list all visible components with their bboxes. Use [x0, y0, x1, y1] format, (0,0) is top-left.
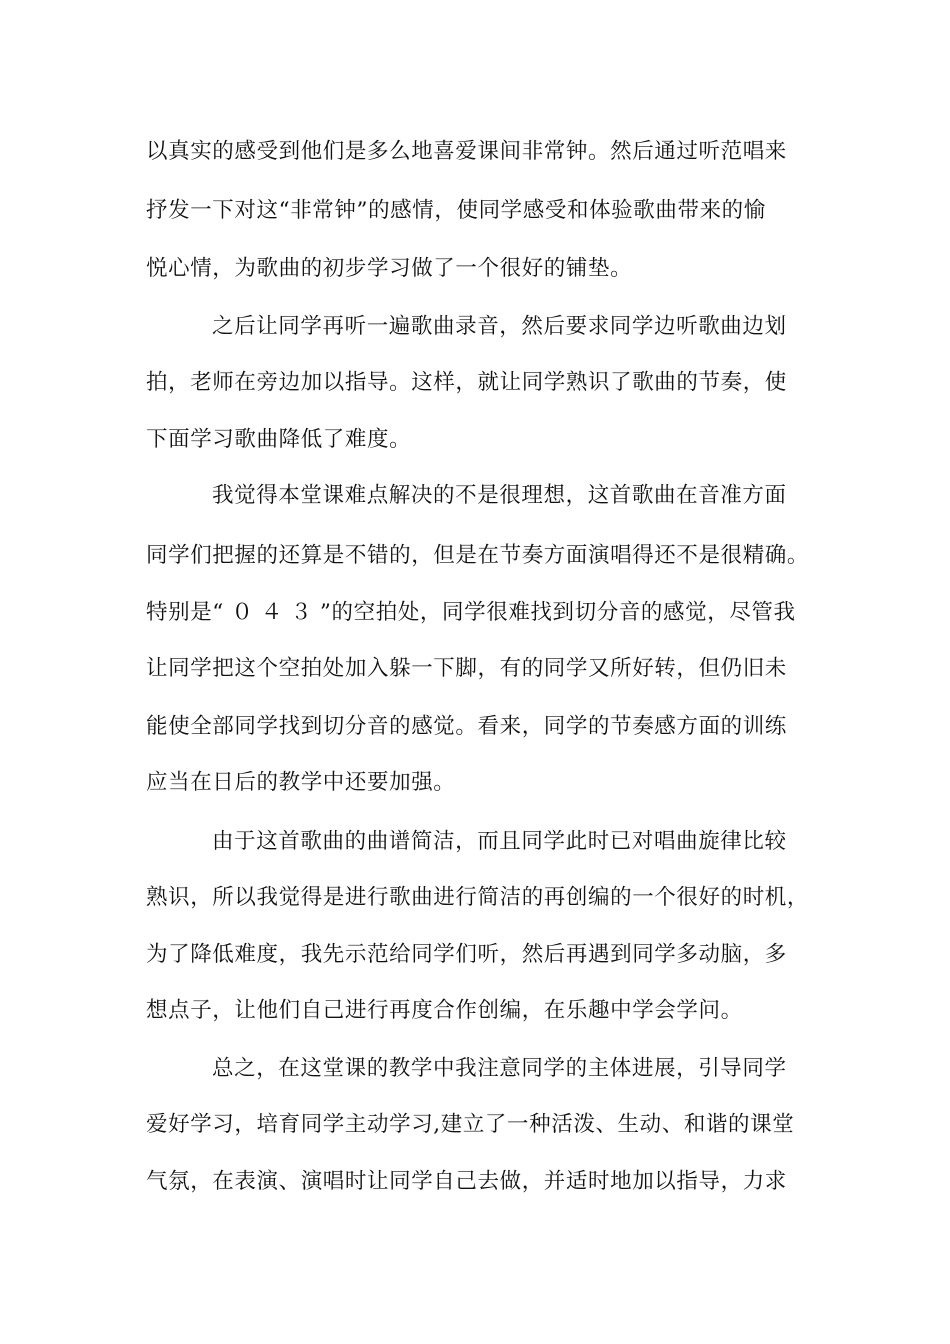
text-line: 为了降低难度，我先示范给同学们听，然后再遇到同学多动脑，多 — [146, 942, 787, 967]
text-line: 以真实的感受到他们是多么地喜爱课间非常钟。然后通过听范唱来 — [146, 139, 787, 164]
text-line: 想点子，让他们自己进行再度合作创编，在乐趣中学会学问。 — [146, 998, 743, 1023]
text-line: 由于这首歌曲的曲谱简洁，而且同学此时已对唱曲旋律比较 — [212, 829, 787, 854]
text-line: 同学们把握的还算是不错的，但是在节奏方面演唱得还不是很精确。 — [146, 543, 810, 568]
text-line: 总之，在这堂课的教学中我注意同学的主体进展，引导同学 — [212, 1056, 787, 1081]
text-line: 下面学习歌曲降低了难度。 — [146, 427, 412, 452]
text-line: 爱好学习，培育同学主动学习,建立了一种活泼、生动、和谐的课堂 — [146, 1112, 795, 1137]
text-line: 能使全部同学找到切分音的感觉。看来，同学的节奏感方面的训练 — [146, 714, 787, 739]
text-line: 让同学把这个空拍处加入躲一下脚，有的同学又所好转，但仍旧未 — [146, 656, 787, 681]
text-line: 之后让同学再听一遍歌曲录音，然后要求同学边听歌曲边划 — [212, 314, 787, 339]
text-line: 应当在日后的教学中还要加强。 — [146, 770, 456, 795]
text-line: 悦心情，为歌曲的初步学习做了一个很好的铺垫。 — [146, 256, 633, 281]
text-line: 抒发一下对这“非常钟”的感情，使同学感受和体验歌曲带来的愉 — [146, 198, 766, 223]
text-line: 气氛，在表演、演唱时让同学自己去做，并适时地加以指导，力求 — [146, 1169, 787, 1194]
text-line: 特别是“ ０ ４ ３ ”的空拍处，同学很难找到切分音的感觉，尽管我 — [146, 600, 796, 625]
text-line: 我觉得本堂课难点解决的不是很理想，这首歌曲在音准方面 — [212, 483, 787, 508]
text-line: 拍，老师在旁边加以指导。这样，就让同学熟识了歌曲的节奏，使 — [146, 370, 787, 395]
text-line: 熟识，所以我觉得是进行歌曲进行简洁的再创编的一个很好的时机， — [146, 885, 810, 910]
